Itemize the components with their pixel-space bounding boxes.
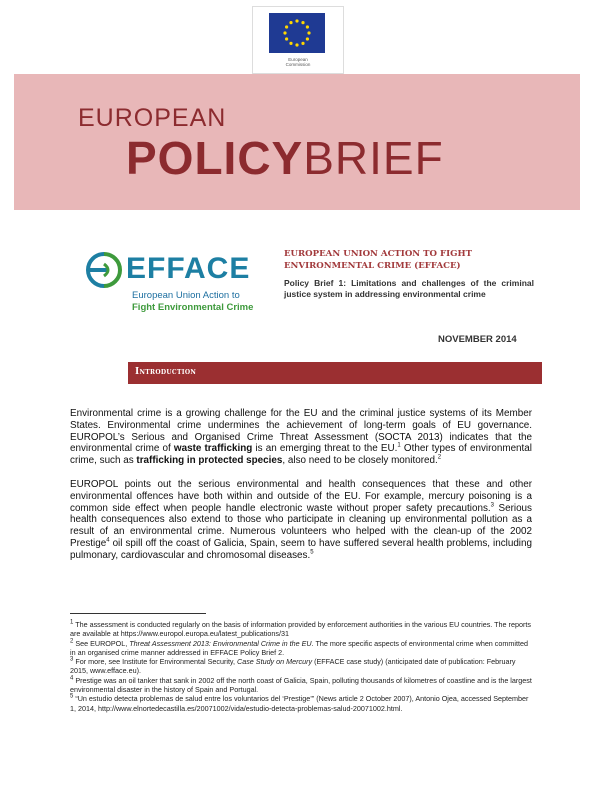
- brief-title: [284, 249, 534, 272]
- p2-text-1: EUROPOL points out the serious environmental and health consequences that these and other environmental offences have both within and outside of the EU. For example, mercury poisoning is a common side effect when people handle electronic waste without proper safety precautions.: [70, 479, 532, 514]
- p1-text-4: , also need to be closely monitored.: [282, 455, 438, 467]
- footnote-ref-1: 1: [397, 443, 401, 450]
- footnote-5-number: 5: [70, 693, 74, 700]
- efface-tagline-line2: Fight Environmental Crime: [132, 302, 254, 313]
- footnote-2-text-b: . The more specific aspects of environmental crime when committed in an organised crime manner addressed in EFFACE Policy Brief 2.: [70, 638, 528, 657]
- banner-brief-word: BRIEF: [303, 132, 444, 184]
- efface-wordmark: EFFACE: [126, 252, 251, 285]
- footnote-2-text-a: See EUROPOL,: [73, 638, 130, 648]
- european-commission-logo: [252, 6, 344, 74]
- p2-text-3: oil spill off the coast of Galicia, Spain, seem to have suffered several health problems, including pulmonary, cardiovascular and chromosomal diseases.: [70, 537, 532, 561]
- p1-bold-protected-species: trafficking in protected species: [136, 455, 283, 467]
- intro-paragraph-2: [70, 479, 532, 562]
- footnote-4-number: 4: [70, 675, 74, 682]
- banner-european-text: EUROPEAN: [78, 104, 227, 132]
- p1-text-1: Environmental crime is a growing challenge for the EU and the criminal justice systems of its Member States. Environmental crime undermines the achievement of long-term goals of EU governance. EUROPOL’s Serious and Organised Crime Threat Assessment (SOCTA 2013) indicates that the environmental crime of: [70, 408, 532, 455]
- footnote-ref-5: 5: [310, 549, 314, 556]
- footnote-ref-4: 4: [106, 537, 110, 544]
- banner-policy-word: POLICY: [126, 132, 304, 184]
- footnote-ref-2: 2: [437, 454, 442, 461]
- footnote-2-italic: Threat Assessment 2013: Environmental Crime in the EU: [129, 638, 312, 648]
- efface-globe-icon: [82, 250, 126, 290]
- footnotes: [70, 620, 532, 713]
- section-title: Introduction: [135, 367, 197, 377]
- footnote-3: [70, 657, 532, 676]
- footnote-4-text: Prestige was an oil tanker that sank in 2002 off the north coast of Galicia, Spain, polluting thousands of kilometres of coastline and is the largest environmental disaster in the history of Spain and Portugal.: [70, 675, 532, 695]
- footnote-1-number: 1: [70, 619, 74, 626]
- footnote-3-number: 3: [70, 656, 74, 663]
- footnote-ref-3: 3: [490, 502, 494, 509]
- policy-brief-banner: [14, 74, 580, 210]
- footnote-1: [70, 620, 532, 639]
- p1-text-2: is an emerging threat to the EU.: [252, 443, 398, 455]
- eu-logo-caption: European Commission: [285, 57, 311, 67]
- p1-bold-waste-trafficking: waste trafficking: [173, 443, 253, 455]
- brief-title-line1: EUROPEAN UNION ACTION TO FIGHT: [284, 249, 473, 259]
- efface-logo: [82, 246, 266, 322]
- p1-text-3: Other types of environmental crime, such as: [70, 443, 532, 467]
- banner-policy-brief-text: [126, 128, 444, 188]
- footnote-4: [70, 676, 532, 695]
- efface-tagline-line1: European Union Action to: [132, 290, 240, 301]
- brief-title-line2: ENVIRONMENTAL CRIME (EFFACE): [284, 260, 461, 271]
- footnote-3-italic: Case Study on Mercury: [237, 657, 313, 667]
- footnote-3-text-b: (EFFACE case study) (anticipated date of publication: February 2015, www.efface.eu).: [70, 657, 516, 676]
- publication-date: NOVEMBER 2014: [438, 334, 517, 345]
- brief-subtitle: Policy Brief 1: Limitations and challenges of the criminal justice system in addressing environmental crime: [284, 278, 534, 299]
- footnote-3-text-a: For more, see Institute for Environmental Security,: [73, 657, 237, 667]
- eu-flag-icon: [269, 13, 325, 53]
- footnote-5-text: “Un estudio detecta problemas de salud entre los voluntarios del ‘Prestige’” (News article 2 October 2007), Antonio Ojea, accessed September 1, 2014, http://www.elnortedecastilla.es/20071002/vida/estudio-detecta-problemas-salud-20071002.html.: [70, 694, 529, 713]
- footnote-divider: [70, 613, 206, 614]
- intro-paragraph-1: [70, 408, 532, 467]
- footnote-1-text: The assessment is conducted regularly on the basis of information provided by enforcement authorities in the various EU countries. The reports are available at https://www.europol.europa.eu/latest_publications/31: [70, 620, 531, 639]
- footnote-5: [70, 694, 532, 713]
- footnote-2-number: 2: [70, 638, 74, 645]
- footnote-2: [70, 639, 532, 658]
- p2-text-2: Serious health consequences also extend to those who participate in cleaning up environmental pollution as a result of an environmental crime. Numerous volunteers who helped with the clean-up of the 2002 Prestige: [70, 502, 532, 549]
- section-header-introduction: [128, 362, 542, 384]
